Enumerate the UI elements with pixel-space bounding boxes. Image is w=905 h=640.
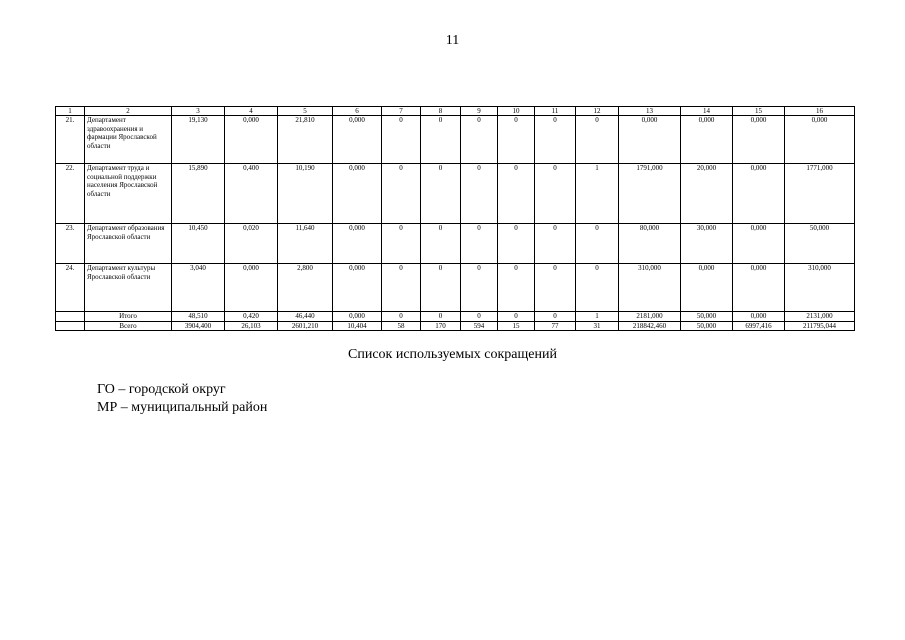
table-cell: 0,000 [785,116,855,164]
table-cell: 0 [421,312,461,321]
column-header: 16 [785,107,855,116]
table-row [56,264,855,312]
table-cell: 50,000 [785,224,855,264]
table-cell: 0 [421,164,461,224]
table-cell: 0,000 [225,116,278,164]
table-cell: 77 [535,321,576,330]
table-cell: 19,130 [172,116,225,164]
table-cell: 0 [382,164,421,224]
table-cell: 0 [382,312,421,321]
column-header: 14 [681,107,733,116]
table-cell: 0 [498,164,535,224]
table-cell: 3904,400 [172,321,225,330]
table-cell: 0,000 [333,224,382,264]
table-cell: 0 [382,264,421,312]
table-cell: 50,000 [681,312,733,321]
table-cell: 80,000 [619,224,681,264]
row-name: Итого [85,312,172,321]
table-cell: 0 [535,264,576,312]
table-cell: 6997,416 [733,321,785,330]
column-header: 15 [733,107,785,116]
row-name: Департамент труда и социальной поддержки населения Ярославской области [85,164,172,224]
table-cell: 0,000 [733,312,785,321]
table-cell: 20,000 [681,164,733,224]
column-header: 3 [172,107,225,116]
table-cell: 0 [461,164,498,224]
table-cell: 58 [382,321,421,330]
table-cell: 310,000 [619,264,681,312]
table-cell: 31 [576,321,619,330]
table-cell: 0,000 [733,224,785,264]
table-cell: 50,000 [681,321,733,330]
row-index: 23. [56,224,85,264]
table-cell: 0 [498,264,535,312]
abbreviation-item: ГО – городской округ [97,382,226,397]
table-cell: 48,510 [172,312,225,321]
table-cell: 0 [421,224,461,264]
table-cell: 0 [498,312,535,321]
table-cell: 0,000 [733,164,785,224]
table-header-row [56,107,855,116]
table-cell: 0,000 [333,312,382,321]
row-index [56,321,85,330]
data-table [55,106,855,331]
table-cell: 2181,000 [619,312,681,321]
table-row [56,321,855,330]
table-cell: 1 [576,312,619,321]
table-cell: 0,000 [681,264,733,312]
column-header: 7 [382,107,421,116]
column-header: 13 [619,107,681,116]
table-cell: 46,440 [278,312,333,321]
page-number: 11 [445,33,460,48]
table-cell: 0 [576,224,619,264]
row-name: Департамент здравоохранения и фармации Ярославской области [85,116,172,164]
table-cell: 2,800 [278,264,333,312]
table-cell: 15,890 [172,164,225,224]
table-cell: 26,103 [225,321,278,330]
row-index: 21. [56,116,85,164]
table-cell: 0,000 [733,116,785,164]
column-header: 8 [421,107,461,116]
table-cell: 0 [382,224,421,264]
table-cell: 0,000 [333,116,382,164]
column-header: 10 [498,107,535,116]
table-cell: 1771,000 [785,164,855,224]
row-name: Всего [85,321,172,330]
table-cell: 1791,000 [619,164,681,224]
abbreviations-list [97,381,267,417]
row-index [56,312,85,321]
table-row [56,164,855,224]
table-cell: 310,000 [785,264,855,312]
abbreviations-title: Список используемых сокращений [348,347,557,362]
row-name: Департамент образования Ярославской области [85,224,172,264]
table-cell: 0,000 [225,264,278,312]
table-cell: 2601,210 [278,321,333,330]
column-header: 4 [225,107,278,116]
table-cell: 2131,000 [785,312,855,321]
table-cell: 594 [461,321,498,330]
table-cell: 0,000 [733,264,785,312]
table-cell: 0,020 [225,224,278,264]
table-row [56,312,855,321]
row-index: 24. [56,264,85,312]
table-cell: 0 [461,264,498,312]
table-cell: 0,000 [333,264,382,312]
table-cell: 10,450 [172,224,225,264]
table-cell: 0 [382,116,421,164]
column-header: 6 [333,107,382,116]
table-cell: 10,190 [278,164,333,224]
table-cell: 0 [535,116,576,164]
table-cell: 21,810 [278,116,333,164]
row-index: 22. [56,164,85,224]
table-cell: 3,040 [172,264,225,312]
table-cell: 0 [498,116,535,164]
table-cell: 0 [421,116,461,164]
table-cell: 0 [461,224,498,264]
abbreviation-item: МР – муниципальный район [97,400,268,415]
table-cell: 0,000 [619,116,681,164]
table-cell: 0 [576,116,619,164]
table-cell: 0 [576,264,619,312]
table-cell: 0 [535,224,576,264]
table-row [56,116,855,164]
table-cell: 11,640 [278,224,333,264]
table-cell: 1 [576,164,619,224]
table-cell: 211795,044 [785,321,855,330]
table-cell: 0 [461,116,498,164]
table-cell: 0,420 [225,312,278,321]
table-cell: 30,000 [681,224,733,264]
table-cell: 0,400 [225,164,278,224]
column-header: 11 [535,107,576,116]
table-cell: 0 [498,224,535,264]
table-cell: 0,000 [333,164,382,224]
column-header: 12 [576,107,619,116]
table-cell: 170 [421,321,461,330]
column-header: 5 [278,107,333,116]
column-header: 9 [461,107,498,116]
table-cell: 0 [421,264,461,312]
table-cell: 0,000 [681,116,733,164]
table-cell: 0 [461,312,498,321]
row-name: Департамент культуры Ярославской области [85,264,172,312]
table-cell: 0 [535,312,576,321]
table-row [56,224,855,264]
table-cell: 218842,460 [619,321,681,330]
table-cell: 15 [498,321,535,330]
table-cell: 0 [535,164,576,224]
column-header: 2 [85,107,172,116]
column-header: 1 [56,107,85,116]
table-cell: 10,404 [333,321,382,330]
